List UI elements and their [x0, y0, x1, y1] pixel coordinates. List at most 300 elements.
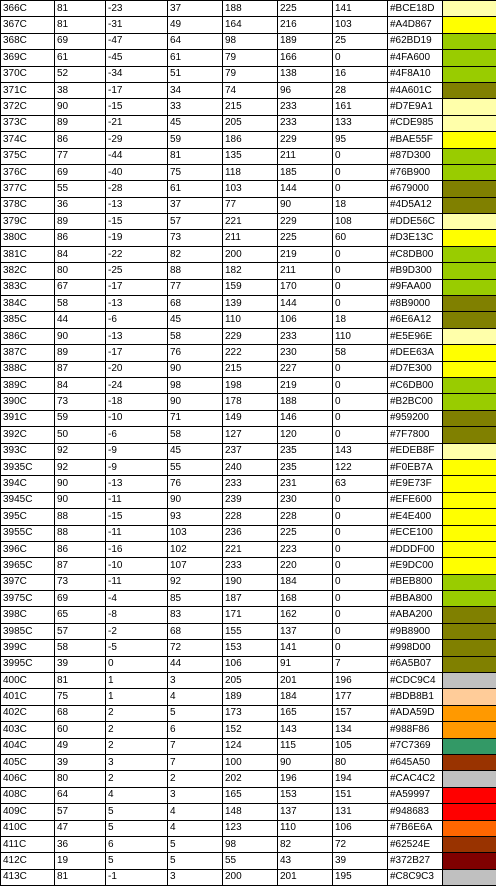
red-cell: 205 — [223, 115, 278, 131]
code-cell: 385C — [1, 312, 55, 328]
red-cell: 240 — [223, 459, 278, 475]
value3-cell: 34 — [168, 82, 223, 98]
color-swatch — [443, 705, 496, 721]
table-row — [1, 476, 496, 492]
red-cell: 233 — [223, 558, 278, 574]
code-cell: 376C — [1, 164, 55, 180]
code-cell: 367C — [1, 17, 55, 33]
code-cell: 380C — [1, 230, 55, 246]
hex-cell: #A4D867 — [388, 17, 443, 33]
red-cell: 215 — [223, 99, 278, 115]
value1-cell: 89 — [55, 345, 106, 361]
green-cell: 184 — [278, 689, 333, 705]
table-row — [1, 197, 496, 213]
code-cell: 406C — [1, 771, 55, 787]
table-row — [1, 689, 496, 705]
value1-cell: 86 — [55, 541, 106, 557]
value1-cell: 49 — [55, 738, 106, 754]
value1-cell: 81 — [55, 673, 106, 689]
color-swatch — [443, 164, 496, 180]
green-cell: 170 — [278, 279, 333, 295]
red-cell: 124 — [223, 738, 278, 754]
value3-cell: 7 — [168, 754, 223, 770]
green-cell: 106 — [278, 312, 333, 328]
table-row — [1, 115, 496, 131]
table-row — [1, 623, 496, 639]
red-cell: 178 — [223, 394, 278, 410]
green-cell: 228 — [278, 509, 333, 525]
green-cell: 137 — [278, 623, 333, 639]
table-row — [1, 607, 496, 623]
table-row — [1, 410, 496, 426]
value1-cell: 19 — [55, 853, 106, 869]
red-cell: 229 — [223, 328, 278, 344]
value2-cell: 2 — [106, 722, 168, 738]
value3-cell: 6 — [168, 722, 223, 738]
color-swatch — [443, 558, 496, 574]
value2-cell: -20 — [106, 361, 168, 377]
hex-cell: #4FA600 — [388, 50, 443, 66]
hex-cell: #EDEB8F — [388, 443, 443, 459]
value1-cell: 88 — [55, 525, 106, 541]
code-cell: 410C — [1, 820, 55, 836]
blue-cell: 0 — [333, 279, 388, 295]
red-cell: 228 — [223, 509, 278, 525]
red-cell: 215 — [223, 361, 278, 377]
hex-cell: #BDB8B1 — [388, 689, 443, 705]
color-swatch — [443, 345, 496, 361]
table-row — [1, 804, 496, 820]
code-cell: 378C — [1, 197, 55, 213]
red-cell: 164 — [223, 17, 278, 33]
blue-cell: 0 — [333, 164, 388, 180]
red-cell: 98 — [223, 836, 278, 852]
color-swatch — [443, 50, 496, 66]
red-cell: 127 — [223, 427, 278, 443]
green-cell: 82 — [278, 836, 333, 852]
color-swatch — [443, 263, 496, 279]
green-cell: 233 — [278, 328, 333, 344]
hex-cell: #C6DB00 — [388, 377, 443, 393]
hex-cell: #DDE56C — [388, 214, 443, 230]
value2-cell: -24 — [106, 377, 168, 393]
value3-cell: 93 — [168, 509, 223, 525]
hex-cell: #EFE600 — [388, 492, 443, 508]
table-row — [1, 738, 496, 754]
blue-cell: 161 — [333, 99, 388, 115]
blue-cell: 60 — [333, 230, 388, 246]
value1-cell: 90 — [55, 492, 106, 508]
code-cell: 372C — [1, 99, 55, 115]
color-swatch — [443, 33, 496, 49]
green-cell: 227 — [278, 361, 333, 377]
green-cell: 188 — [278, 394, 333, 410]
table-row — [1, 230, 496, 246]
hex-cell: #62524E — [388, 836, 443, 852]
code-cell: 395C — [1, 509, 55, 525]
table-row — [1, 558, 496, 574]
value2-cell: -23 — [106, 1, 168, 17]
hex-cell: #E5E96E — [388, 328, 443, 344]
value3-cell: 3 — [168, 869, 223, 885]
hex-cell: #A59997 — [388, 787, 443, 803]
value2-cell: -11 — [106, 574, 168, 590]
blue-cell: 28 — [333, 82, 388, 98]
color-swatch — [443, 853, 496, 869]
red-cell: 187 — [223, 591, 278, 607]
value3-cell: 4 — [168, 689, 223, 705]
value1-cell: 75 — [55, 689, 106, 705]
code-cell: 402C — [1, 705, 55, 721]
value3-cell: 2 — [168, 771, 223, 787]
red-cell: 79 — [223, 50, 278, 66]
color-swatch — [443, 246, 496, 262]
table-row — [1, 263, 496, 279]
value2-cell: -9 — [106, 443, 168, 459]
green-cell: 201 — [278, 673, 333, 689]
hex-cell: #62BD19 — [388, 33, 443, 49]
table-row — [1, 673, 496, 689]
value3-cell: 90 — [168, 492, 223, 508]
code-cell: 387C — [1, 345, 55, 361]
green-cell: 201 — [278, 869, 333, 885]
green-cell: 220 — [278, 558, 333, 574]
blue-cell: 25 — [333, 33, 388, 49]
table-row — [1, 66, 496, 82]
blue-cell: 105 — [333, 738, 388, 754]
value2-cell: -29 — [106, 132, 168, 148]
value3-cell: 49 — [168, 17, 223, 33]
red-cell: 152 — [223, 722, 278, 738]
green-cell: 219 — [278, 246, 333, 262]
color-swatch — [443, 459, 496, 475]
value3-cell: 92 — [168, 574, 223, 590]
blue-cell: 103 — [333, 17, 388, 33]
value3-cell: 5 — [168, 836, 223, 852]
red-cell: 171 — [223, 607, 278, 623]
hex-cell: #959200 — [388, 410, 443, 426]
table-row — [1, 33, 496, 49]
hex-cell: #679000 — [388, 181, 443, 197]
color-swatch — [443, 804, 496, 820]
blue-cell: 0 — [333, 492, 388, 508]
red-cell: 173 — [223, 705, 278, 721]
value1-cell: 73 — [55, 394, 106, 410]
table-row — [1, 345, 496, 361]
code-cell: 401C — [1, 689, 55, 705]
red-cell: 148 — [223, 804, 278, 820]
table-row — [1, 722, 496, 738]
color-swatch — [443, 148, 496, 164]
value1-cell: 77 — [55, 148, 106, 164]
color-swatch — [443, 181, 496, 197]
green-cell: 233 — [278, 115, 333, 131]
code-cell: 412C — [1, 853, 55, 869]
code-cell: 411C — [1, 836, 55, 852]
color-swatch — [443, 689, 496, 705]
code-cell: 379C — [1, 214, 55, 230]
red-cell: 153 — [223, 640, 278, 656]
hex-cell: #998D00 — [388, 640, 443, 656]
value2-cell: 2 — [106, 705, 168, 721]
green-cell: 90 — [278, 197, 333, 213]
table-row — [1, 1, 496, 17]
red-cell: 139 — [223, 296, 278, 312]
color-swatch — [443, 869, 496, 885]
value1-cell: 90 — [55, 328, 106, 344]
value1-cell: 38 — [55, 82, 106, 98]
code-cell: 389C — [1, 377, 55, 393]
table-row — [1, 656, 496, 672]
value2-cell: -10 — [106, 558, 168, 574]
table-row — [1, 754, 496, 770]
hex-cell: #BEB800 — [388, 574, 443, 590]
green-cell: 225 — [278, 525, 333, 541]
blue-cell: 58 — [333, 345, 388, 361]
value1-cell: 84 — [55, 377, 106, 393]
code-cell: 408C — [1, 787, 55, 803]
code-cell: 383C — [1, 279, 55, 295]
code-cell: 394C — [1, 476, 55, 492]
value2-cell: -1 — [106, 869, 168, 885]
value2-cell: -13 — [106, 476, 168, 492]
value2-cell: -11 — [106, 525, 168, 541]
value2-cell: -13 — [106, 328, 168, 344]
hex-cell: #CAC4C2 — [388, 771, 443, 787]
value3-cell: 61 — [168, 50, 223, 66]
blue-cell: 0 — [333, 410, 388, 426]
color-swatch — [443, 443, 496, 459]
green-cell: 165 — [278, 705, 333, 721]
value1-cell: 88 — [55, 509, 106, 525]
value1-cell: 57 — [55, 623, 106, 639]
value1-cell: 36 — [55, 197, 106, 213]
value1-cell: 89 — [55, 115, 106, 131]
color-swatch — [443, 607, 496, 623]
table-row — [1, 328, 496, 344]
table-row — [1, 132, 496, 148]
table-row — [1, 574, 496, 590]
hex-cell: #87D300 — [388, 148, 443, 164]
value2-cell: 6 — [106, 836, 168, 852]
blue-cell: 131 — [333, 804, 388, 820]
code-cell: 370C — [1, 66, 55, 82]
hex-cell: #6E6A12 — [388, 312, 443, 328]
value1-cell: 84 — [55, 246, 106, 262]
blue-cell: 177 — [333, 689, 388, 705]
green-cell: 43 — [278, 853, 333, 869]
red-cell: 149 — [223, 410, 278, 426]
hex-cell: #D7E9A1 — [388, 99, 443, 115]
value1-cell: 65 — [55, 607, 106, 623]
color-swatch — [443, 476, 496, 492]
color-swatch — [443, 509, 496, 525]
value2-cell: -6 — [106, 427, 168, 443]
blue-cell: 0 — [333, 181, 388, 197]
value3-cell: 33 — [168, 99, 223, 115]
value1-cell: 39 — [55, 656, 106, 672]
value2-cell: 5 — [106, 804, 168, 820]
color-swatch — [443, 787, 496, 803]
green-cell: 219 — [278, 377, 333, 393]
green-cell: 144 — [278, 296, 333, 312]
hex-cell: #ADA59D — [388, 705, 443, 721]
green-cell: 185 — [278, 164, 333, 180]
red-cell: 205 — [223, 673, 278, 689]
color-swatch — [443, 17, 496, 33]
color-swatch — [443, 1, 496, 17]
hex-cell: #B9D300 — [388, 263, 443, 279]
color-swatch — [443, 377, 496, 393]
blue-cell: 0 — [333, 263, 388, 279]
code-cell: 369C — [1, 50, 55, 66]
value3-cell: 45 — [168, 312, 223, 328]
blue-cell: 16 — [333, 66, 388, 82]
value3-cell: 45 — [168, 115, 223, 131]
color-swatch — [443, 541, 496, 557]
green-cell: 115 — [278, 738, 333, 754]
table-row — [1, 853, 496, 869]
value1-cell: 90 — [55, 99, 106, 115]
code-cell: 384C — [1, 296, 55, 312]
table-row — [1, 164, 496, 180]
table-row — [1, 82, 496, 98]
blue-cell: 106 — [333, 820, 388, 836]
color-swatch — [443, 214, 496, 230]
value1-cell: 69 — [55, 33, 106, 49]
table-row — [1, 99, 496, 115]
code-cell: 396C — [1, 541, 55, 557]
value3-cell: 81 — [168, 148, 223, 164]
value2-cell: 2 — [106, 771, 168, 787]
table-row — [1, 214, 496, 230]
value2-cell: -47 — [106, 33, 168, 49]
blue-cell: 0 — [333, 607, 388, 623]
hex-cell: #CDC9C4 — [388, 673, 443, 689]
value2-cell: 3 — [106, 754, 168, 770]
value3-cell: 64 — [168, 33, 223, 49]
value1-cell: 57 — [55, 804, 106, 820]
blue-cell: 0 — [333, 640, 388, 656]
table-row — [1, 50, 496, 66]
green-cell: 189 — [278, 33, 333, 49]
green-cell: 196 — [278, 771, 333, 787]
value2-cell: -34 — [106, 66, 168, 82]
code-cell: 388C — [1, 361, 55, 377]
blue-cell: 108 — [333, 214, 388, 230]
hex-cell: #B2BC00 — [388, 394, 443, 410]
value1-cell: 55 — [55, 181, 106, 197]
green-cell: 120 — [278, 427, 333, 443]
code-cell: 3995C — [1, 656, 55, 672]
color-swatch — [443, 394, 496, 410]
code-cell: 371C — [1, 82, 55, 98]
color-swatch — [443, 656, 496, 672]
table-row — [1, 246, 496, 262]
red-cell: 211 — [223, 230, 278, 246]
value1-cell: 52 — [55, 66, 106, 82]
value3-cell: 98 — [168, 377, 223, 393]
red-cell: 221 — [223, 541, 278, 557]
value2-cell: -6 — [106, 312, 168, 328]
code-cell: 397C — [1, 574, 55, 590]
value1-cell: 86 — [55, 132, 106, 148]
blue-cell: 0 — [333, 574, 388, 590]
red-cell: 103 — [223, 181, 278, 197]
value2-cell: -15 — [106, 214, 168, 230]
hex-cell: #C8C9C3 — [388, 869, 443, 885]
table-row — [1, 279, 496, 295]
code-cell: 393C — [1, 443, 55, 459]
value2-cell: -21 — [106, 115, 168, 131]
code-cell: 3945C — [1, 492, 55, 508]
value2-cell: -40 — [106, 164, 168, 180]
value2-cell: -2 — [106, 623, 168, 639]
code-cell: 409C — [1, 804, 55, 820]
code-cell: 366C — [1, 1, 55, 17]
value1-cell: 44 — [55, 312, 106, 328]
value2-cell: -11 — [106, 492, 168, 508]
blue-cell: 18 — [333, 312, 388, 328]
red-cell: 200 — [223, 869, 278, 885]
code-cell: 400C — [1, 673, 55, 689]
value2-cell: 1 — [106, 673, 168, 689]
blue-cell: 122 — [333, 459, 388, 475]
hex-cell: #372B27 — [388, 853, 443, 869]
hex-cell: #948683 — [388, 804, 443, 820]
red-cell: 106 — [223, 656, 278, 672]
green-cell: 162 — [278, 607, 333, 623]
hex-cell: #4A601C — [388, 82, 443, 98]
red-cell: 186 — [223, 132, 278, 148]
color-swatch — [443, 525, 496, 541]
table-row — [1, 312, 496, 328]
value1-cell: 61 — [55, 50, 106, 66]
value2-cell: -8 — [106, 607, 168, 623]
value2-cell: 2 — [106, 738, 168, 754]
code-cell: 374C — [1, 132, 55, 148]
red-cell: 182 — [223, 263, 278, 279]
red-cell: 188 — [223, 1, 278, 17]
table-row — [1, 459, 496, 475]
blue-cell: 151 — [333, 787, 388, 803]
value1-cell: 60 — [55, 722, 106, 738]
value3-cell: 51 — [168, 66, 223, 82]
code-cell: 391C — [1, 410, 55, 426]
green-cell: 233 — [278, 99, 333, 115]
value3-cell: 88 — [168, 263, 223, 279]
color-swatch — [443, 492, 496, 508]
value3-cell: 68 — [168, 296, 223, 312]
green-cell: 144 — [278, 181, 333, 197]
blue-cell: 0 — [333, 296, 388, 312]
red-cell: 233 — [223, 476, 278, 492]
table-row — [1, 820, 496, 836]
blue-cell: 194 — [333, 771, 388, 787]
value1-cell: 68 — [55, 705, 106, 721]
hex-cell: #ECE100 — [388, 525, 443, 541]
blue-cell: 196 — [333, 673, 388, 689]
hex-cell: #C8DB00 — [388, 246, 443, 262]
red-cell: 155 — [223, 623, 278, 639]
table-row — [1, 443, 496, 459]
value2-cell: 1 — [106, 689, 168, 705]
color-swatch — [443, 427, 496, 443]
value2-cell: -9 — [106, 459, 168, 475]
green-cell: 168 — [278, 591, 333, 607]
red-cell: 202 — [223, 771, 278, 787]
blue-cell: 0 — [333, 50, 388, 66]
